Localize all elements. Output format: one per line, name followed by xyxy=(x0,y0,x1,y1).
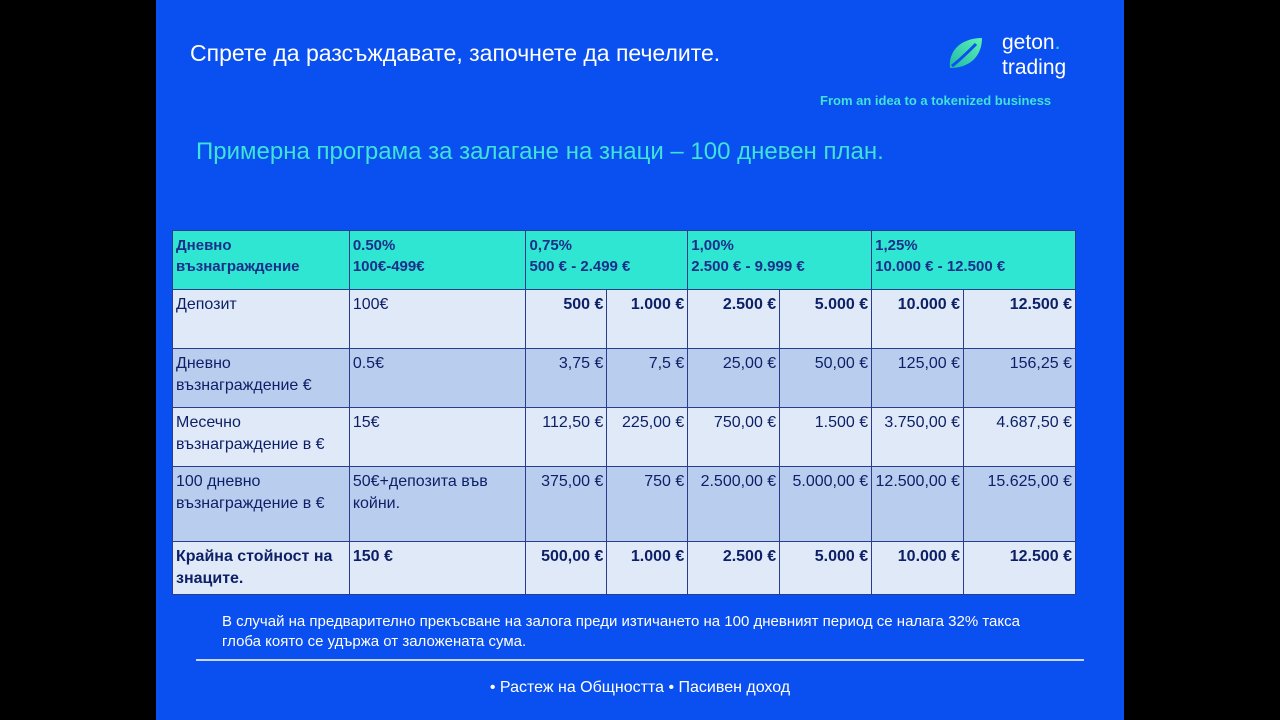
table-cell: 2.500 € xyxy=(688,290,780,349)
table-cell: 3.750,00 € xyxy=(872,408,964,467)
header-cell: Дневно възнаграждение xyxy=(173,231,350,290)
table-cell: 750,00 € xyxy=(688,408,780,467)
header-cell: 0,75% 500 € - 2.499 € xyxy=(526,231,688,290)
row-base: 0.5€ xyxy=(349,349,526,408)
table-cell: 225,00 € xyxy=(607,408,688,467)
row-base: 15€ xyxy=(349,408,526,467)
table-cell: 1.000 € xyxy=(607,542,688,595)
table-cell: 375,00 € xyxy=(526,467,607,542)
table-cell: 1.500 € xyxy=(780,408,872,467)
slide xyxy=(156,0,1124,720)
footer-bullets: • Растеж на Общността • Пасивен доход xyxy=(489,679,791,696)
table-cell: 500 € xyxy=(526,290,607,349)
table-cell: 156,25 € xyxy=(964,349,1076,408)
table-cell: 3,75 € xyxy=(526,349,607,408)
row-label: Дневно възнаграждение € xyxy=(173,349,350,408)
logo-dot: . xyxy=(1054,31,1061,54)
row-label: Месечно възнаграждение в € xyxy=(173,408,350,467)
row-label: 100 дневно възнаграждение в € xyxy=(173,467,350,542)
table-row xyxy=(173,542,1076,595)
table-cell: 4.687,50 € xyxy=(964,408,1076,467)
header-cell: 1,00% 2.500 € - 9.999 € xyxy=(688,231,872,290)
table-cell: 25,00 € xyxy=(688,349,780,408)
table-cell: 2.500 € xyxy=(688,542,780,595)
table-cell: 112,50 € xyxy=(526,408,607,467)
logo-word-geton: geton xyxy=(1002,31,1055,54)
table-cell: 2.500,00 € xyxy=(688,467,780,542)
tagline: From an idea to a tokenized business xyxy=(820,93,1052,108)
row-label: Крайна стойност на знаците. xyxy=(173,542,350,595)
table-row xyxy=(173,467,1076,542)
table-cell: 12.500,00 € xyxy=(872,467,964,542)
table-cell: 7,5 € xyxy=(607,349,688,408)
table-row xyxy=(173,290,1076,349)
logo-wordmark xyxy=(1002,30,1066,80)
table-header-row xyxy=(173,231,1076,290)
staking-plan-table xyxy=(172,230,1076,595)
divider xyxy=(196,659,1084,661)
table-cell: 10.000 € xyxy=(872,290,964,349)
row-label: Депозит xyxy=(173,290,350,349)
table-cell: 1.000 € xyxy=(607,290,688,349)
table-cell: 10.000 € xyxy=(872,542,964,595)
header-cell: 1,25% 10.000 € - 12.500 € xyxy=(872,231,1076,290)
table-cell: 500,00 € xyxy=(526,542,607,595)
table-cell: 5.000 € xyxy=(780,542,872,595)
headline: Спрете да разсъждавате, започнете да печелите. xyxy=(190,40,721,66)
leaf-logo-icon xyxy=(946,34,986,74)
table-cell: 750 € xyxy=(607,467,688,542)
penalty-note: В случай на предварително прекъсване на залога преди изтичането на 100 дневният период се налага 32% такса глоба която се удържа от заложената сума. xyxy=(222,613,1020,650)
row-base: 150 € xyxy=(349,542,526,595)
table-row xyxy=(173,408,1076,467)
table-cell: 5.000 € xyxy=(780,290,872,349)
subtitle: Примерна програма за залагане на знаци – 100 дневен план. xyxy=(196,138,884,165)
table-cell: 15.625,00 € xyxy=(964,467,1076,542)
row-base: 50€+депозита във койни. xyxy=(349,467,526,542)
table-cell: 125,00 € xyxy=(872,349,964,408)
table-cell: 12.500 € xyxy=(964,290,1076,349)
logo-word-trading: trading xyxy=(1002,56,1067,79)
table-cell: 50,00 € xyxy=(780,349,872,408)
table-cell: 5.000,00 € xyxy=(780,467,872,542)
table-cell: 12.500 € xyxy=(964,542,1076,595)
header-cell: 0.50% 100€-499€ xyxy=(349,231,526,290)
logo xyxy=(946,30,1086,86)
row-base: 100€ xyxy=(349,290,526,349)
table-row xyxy=(173,349,1076,408)
